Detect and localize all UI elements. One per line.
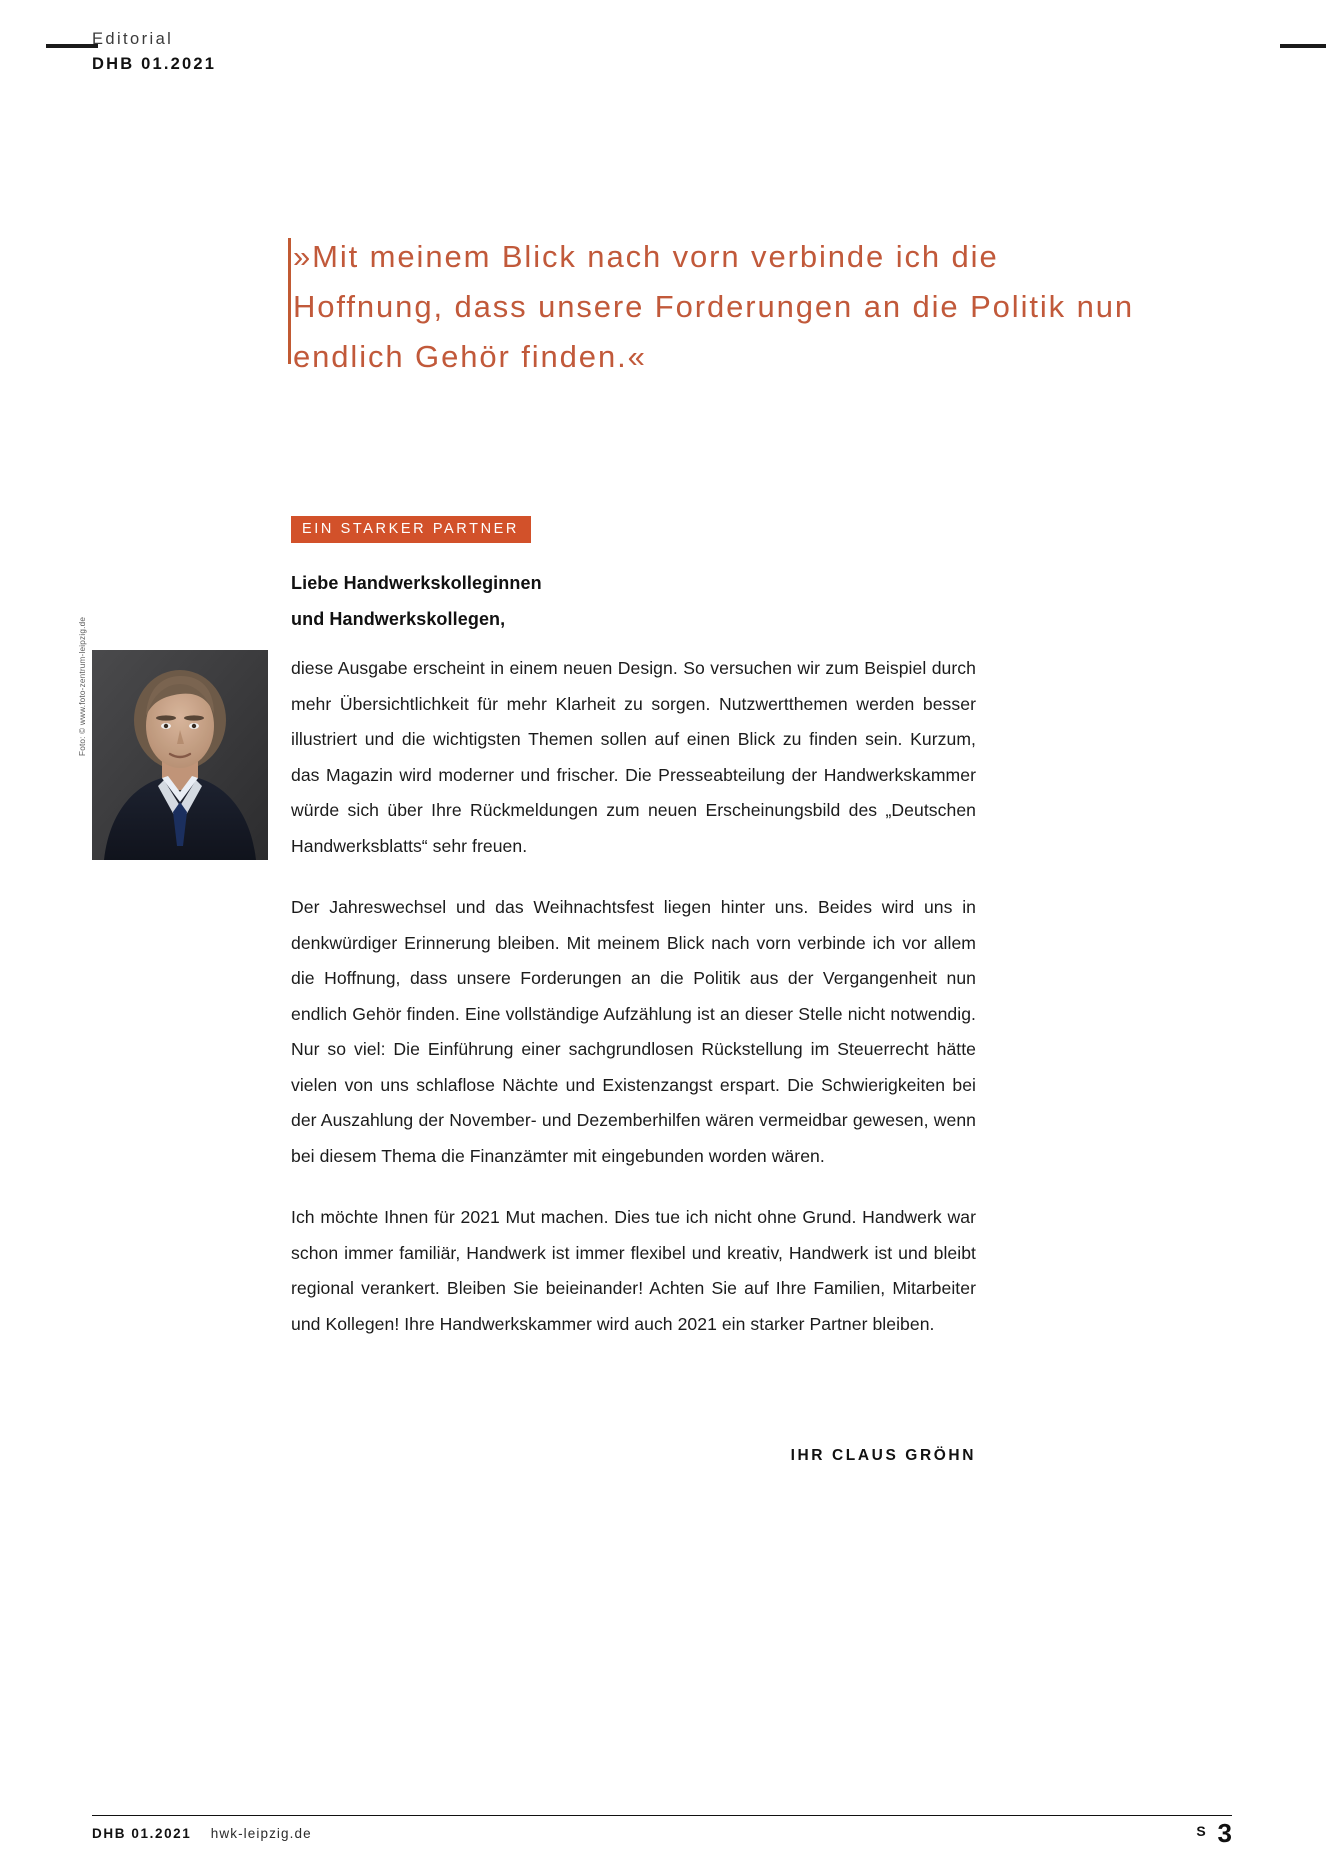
author-signature: IHR CLAUS GRÖHN — [790, 1447, 976, 1464]
header-rule — [46, 44, 98, 48]
editorial-body — [291, 651, 976, 1368]
pull-quote — [288, 232, 1158, 382]
footer-issue: DHB 01.2021 — [92, 1826, 192, 1841]
header-corner-rule — [1280, 44, 1326, 48]
salutation-line-1: Liebe Handwerkskolleginnen — [291, 573, 542, 593]
page-number-block — [1196, 1818, 1232, 1849]
page-kicker: Editorial — [92, 30, 174, 48]
body-paragraph-3: Ich möchte Ihnen für 2021 Mut machen. Dies tue ich nicht ohne Grund. Handwerk war schon immer familiär, Handwerk ist immer flexibel und kreativ, Handwerk ist und bleibt regional verankert. Bleiben Sie beieinander! Achten Sie auf Ihre Familien, Mitarbeiter und Kollegen! Ihre Handwerkskammer wird auch 2021 ein starker Partner bleiben. — [291, 1207, 976, 1334]
footer-left — [92, 1826, 312, 1841]
salutation — [291, 565, 991, 637]
section-badge: EIN STARKER PARTNER — [291, 516, 531, 543]
footer-rule — [92, 1815, 1232, 1816]
page-prefix: S — [1196, 1823, 1208, 1839]
footer-website: hwk-leipzig.de — [210, 1826, 312, 1841]
page-header — [92, 28, 216, 77]
salutation-line-2: und Handwerkskollegen, — [291, 609, 506, 629]
body-paragraph-1: diese Ausgabe erscheint in einem neuen Design. So versuchen wir zum Beispiel durch mehr Übersichtlichkeit für mehr Klarheit zu sorgen. Nutzwertthemen werden besser illustriert und die wichtigsten Themen sollen auf einen Blick zu finden sein. Kurzum, das Magazin wird moderner und frischer. Die Presseabteilung der Handwerkskammer würde sich über Ihre Rückmeldungen zum neuen Erscheinungsbild des „Deutschen Handwerksblatts“ sehr freuen. — [291, 658, 976, 856]
page-number: 3 — [1217, 1818, 1232, 1848]
author-portrait — [92, 650, 268, 860]
portrait-image — [92, 650, 268, 860]
body-paragraph-2: Der Jahreswechsel und das Weihnachtsfest liegen hinter uns. Beides wird uns in denkwürdiger Erinnerung bleiben. Mit meinem Blick nach vorn verbinde ich vor allem die Hoffnung, dass unsere Forderungen an die Politik aus der Vergangenheit nun endlich Gehör finden. Eine vollständige Aufzählung ist an dieser Stelle nicht notwendig. Nur so viel: Die Einführung einer sachgrundlosen Rückstellung im Steuerrecht hätte vielen von uns schlaflose Nächte und Existenzangst erspart. Die Schwierigkeiten bei der Auszahlung der November- und Dezemberhilfen wären vermeidbar gewesen, wenn bei diesem Thema die Finanzämter mit eingebunden worden wären. — [291, 897, 976, 1166]
photo-credit: Foto: © www.foto-zentrum-leipzig.de — [78, 616, 87, 756]
pull-quote-bar — [288, 238, 291, 364]
pull-quote-text: »Mit meinem Blick nach vorn verbinde ich die Hoffnung, dass unsere Forderungen an die Politik nun endlich Gehör finden.« — [293, 239, 1134, 374]
page-issue-label: DHB 01.2021 — [92, 55, 217, 74]
